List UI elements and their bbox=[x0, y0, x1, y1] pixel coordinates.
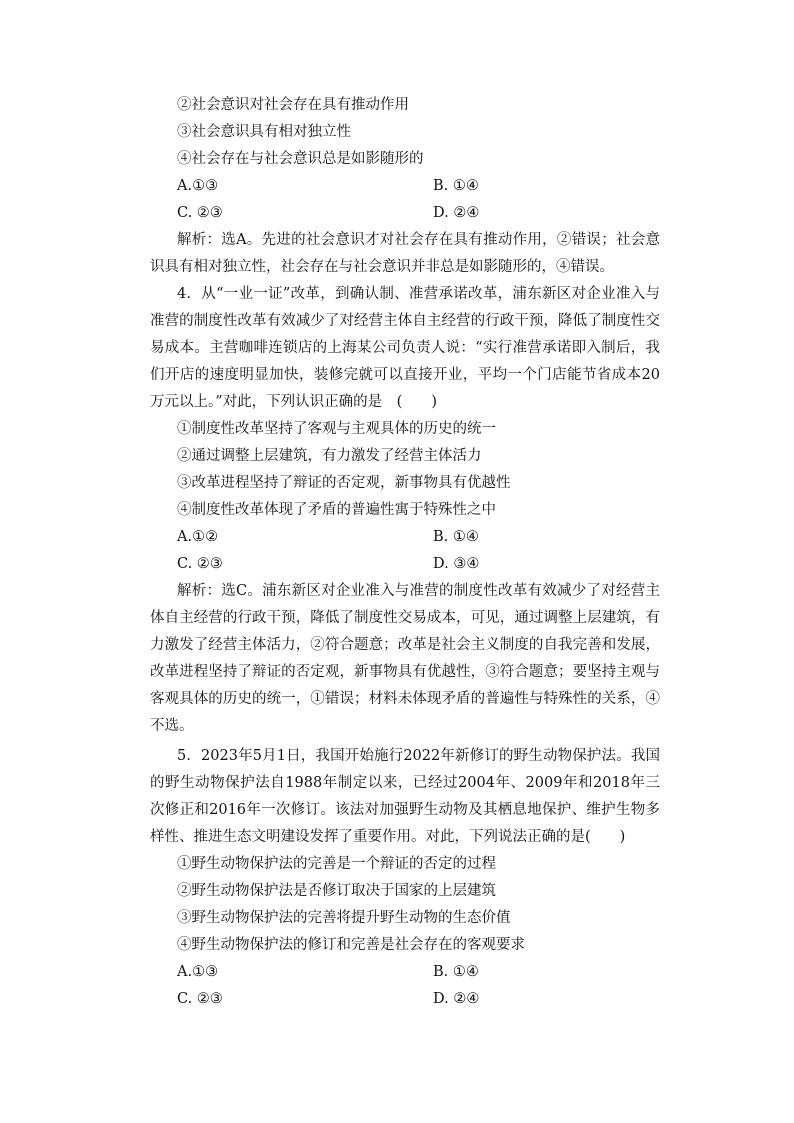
q5-option-c: C. ②③ bbox=[177, 991, 223, 1007]
q3-options-row-1 bbox=[150, 173, 660, 200]
q5-stem: 5．2023年5月1日，我国开始施行2022年新修订的野生动物保护法。我国的野生动物保护法自1988年制定以来，已经过2004年、2009年和2018年三次修正和2016年一次修订。该法对加强野生动物及其栖息地保护、维护生物多样性、推进生态文明建设发挥了重要作用。对此，下列说法正确的是( ) bbox=[150, 748, 660, 845]
q3-option-a: A.①③ bbox=[177, 178, 219, 194]
q4-item-2: ②通过调整上层建筑，有力激发了经营主体活力 bbox=[177, 448, 482, 464]
q4-stem: 4．从“一业一证”改革，到确认制、准营承诺改革，浦东新区对企业准入与准营的制度性改革有效减少了对经营主体自主经营的行政干预，降低了制度性交易成本。主营咖啡连锁店的上海某公司负责人说：“实行准营承诺即入制后，我们开店的速度明显加快，装修完就可以直接开业，平均一个门店能节省成本20万元以上。”对此，下列认识正确的是 ( ) bbox=[150, 286, 660, 410]
q5-option-b: B. ①④ bbox=[433, 964, 479, 980]
q4-option-c: C. ②③ bbox=[177, 556, 223, 572]
q4-item-4: ④制度性改革体现了矛盾的普遍性寓于特殊性之中 bbox=[177, 502, 496, 518]
q3-option-b: B. ①④ bbox=[433, 178, 479, 194]
q3-item-2: ②社会意识对社会存在具有推动作用 bbox=[177, 97, 409, 113]
q5-option-a: A.①③ bbox=[177, 964, 219, 980]
q5-item-4: ④野生动物保护法的修订和完善是社会存在的客观要求 bbox=[177, 937, 525, 953]
q3-analysis: 解析：选A。先进的社会意识才对社会存在具有推动作用，②错误；社会意识具有相对独立性，社会存在与社会意识并非总是如影随形的，④错误。 bbox=[150, 232, 660, 275]
q5-option-d: D. ②④ bbox=[433, 991, 480, 1007]
q3-option-c: C. ②③ bbox=[177, 205, 223, 221]
question-content bbox=[150, 92, 660, 1013]
q3-item-3: ③社会意识具有相对独立性 bbox=[177, 124, 351, 140]
q4-analysis: 解析：选C。浦东新区对企业准入与准营的制度性改革有效减少了对经营主体自主经营的行政干预，降低了制度性交易成本，可见，通过调整上层建筑，有力激发了经营主体活力，②符合题意；改革是社会主义制度的自我完善和发展，改革进程坚持了辩证的否定观，新事物具有优越性，③符合题意；要坚持主观与客观具体的历史的统一，①错误；材料未体现矛盾的普遍性与特殊性的关系，④不选。 bbox=[150, 583, 660, 734]
q4-options-row-1 bbox=[150, 524, 660, 551]
q5-options-row-2 bbox=[150, 986, 660, 1013]
q4-item-3: ③改革进程坚持了辩证的否定观，新事物具有优越性 bbox=[177, 475, 511, 491]
q3-option-d: D. ②④ bbox=[433, 205, 480, 221]
q5-options-row-1 bbox=[150, 959, 660, 986]
q5-item-3: ③野生动物保护法的完善将提升野生动物的生态价值 bbox=[177, 910, 511, 926]
q4-option-a: A.①② bbox=[177, 529, 219, 545]
q4-option-d: D. ③④ bbox=[433, 556, 480, 572]
q4-item-1: ①制度性改革坚持了客观与主观具体的历史的统一 bbox=[177, 421, 496, 437]
q5-item-2: ②野生动物保护法是否修订取决于国家的上层建筑 bbox=[177, 883, 496, 899]
q4-option-b: B. ①④ bbox=[433, 529, 479, 545]
q5-item-1: ①野生动物保护法的完善是一个辩证的否定的过程 bbox=[177, 856, 496, 872]
q4-options-row-2 bbox=[150, 551, 660, 578]
q3-options-row-2 bbox=[150, 200, 660, 227]
q3-item-4: ④社会存在与社会意识总是如影随形的 bbox=[177, 151, 424, 167]
